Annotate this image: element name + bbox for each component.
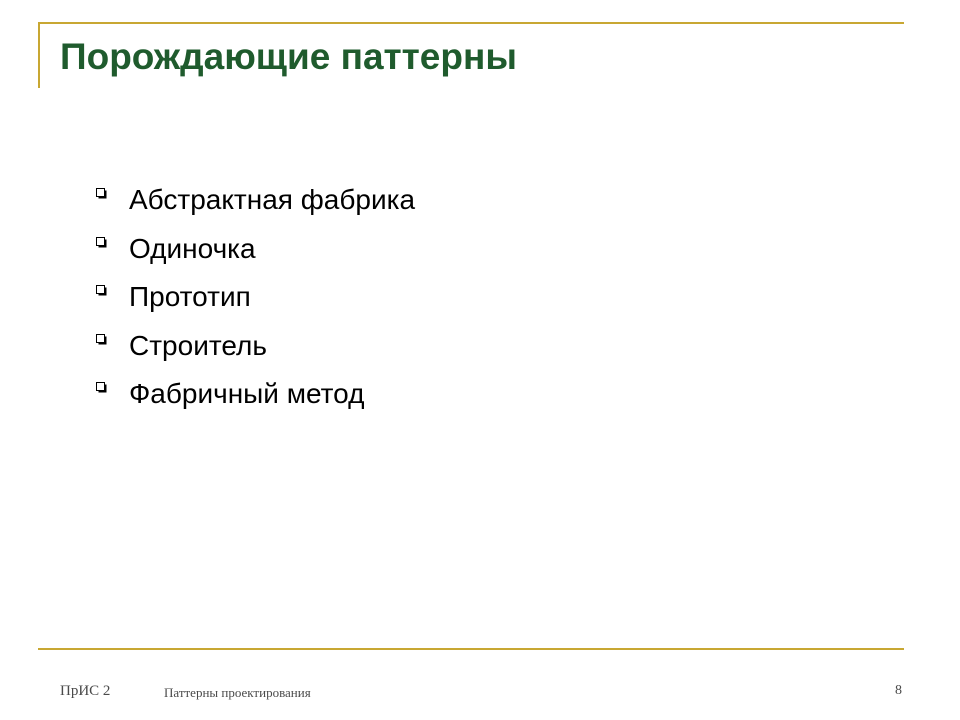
list-item (96, 322, 415, 371)
bullet-text: Одиночка (129, 232, 256, 264)
checkbox-square-icon (96, 285, 107, 296)
left-divider (38, 22, 40, 88)
bullet-text: Строитель (129, 329, 267, 361)
top-divider (38, 22, 904, 24)
footer-course-label: ПрИС 2 (60, 683, 111, 699)
page-number: 8 (895, 683, 902, 698)
checkbox-square-icon (96, 237, 107, 248)
checkbox-square-icon (96, 334, 107, 345)
list-item (96, 273, 415, 322)
checkbox-square-icon (96, 382, 107, 393)
footer-divider (38, 648, 904, 650)
bullet-text: Прототип (129, 281, 251, 313)
checkbox-square-icon (96, 188, 107, 199)
slide-title: Порождающие паттерны (60, 36, 517, 77)
list-item (96, 225, 415, 274)
footer-topic-label: Паттерны проектирования (164, 685, 311, 700)
bullet-text: Абстрактная фабрика (129, 184, 416, 216)
bullet-text: Фабричный метод (129, 378, 365, 410)
list-item (96, 370, 415, 419)
bullet-list (96, 176, 415, 419)
list-item (96, 176, 415, 225)
